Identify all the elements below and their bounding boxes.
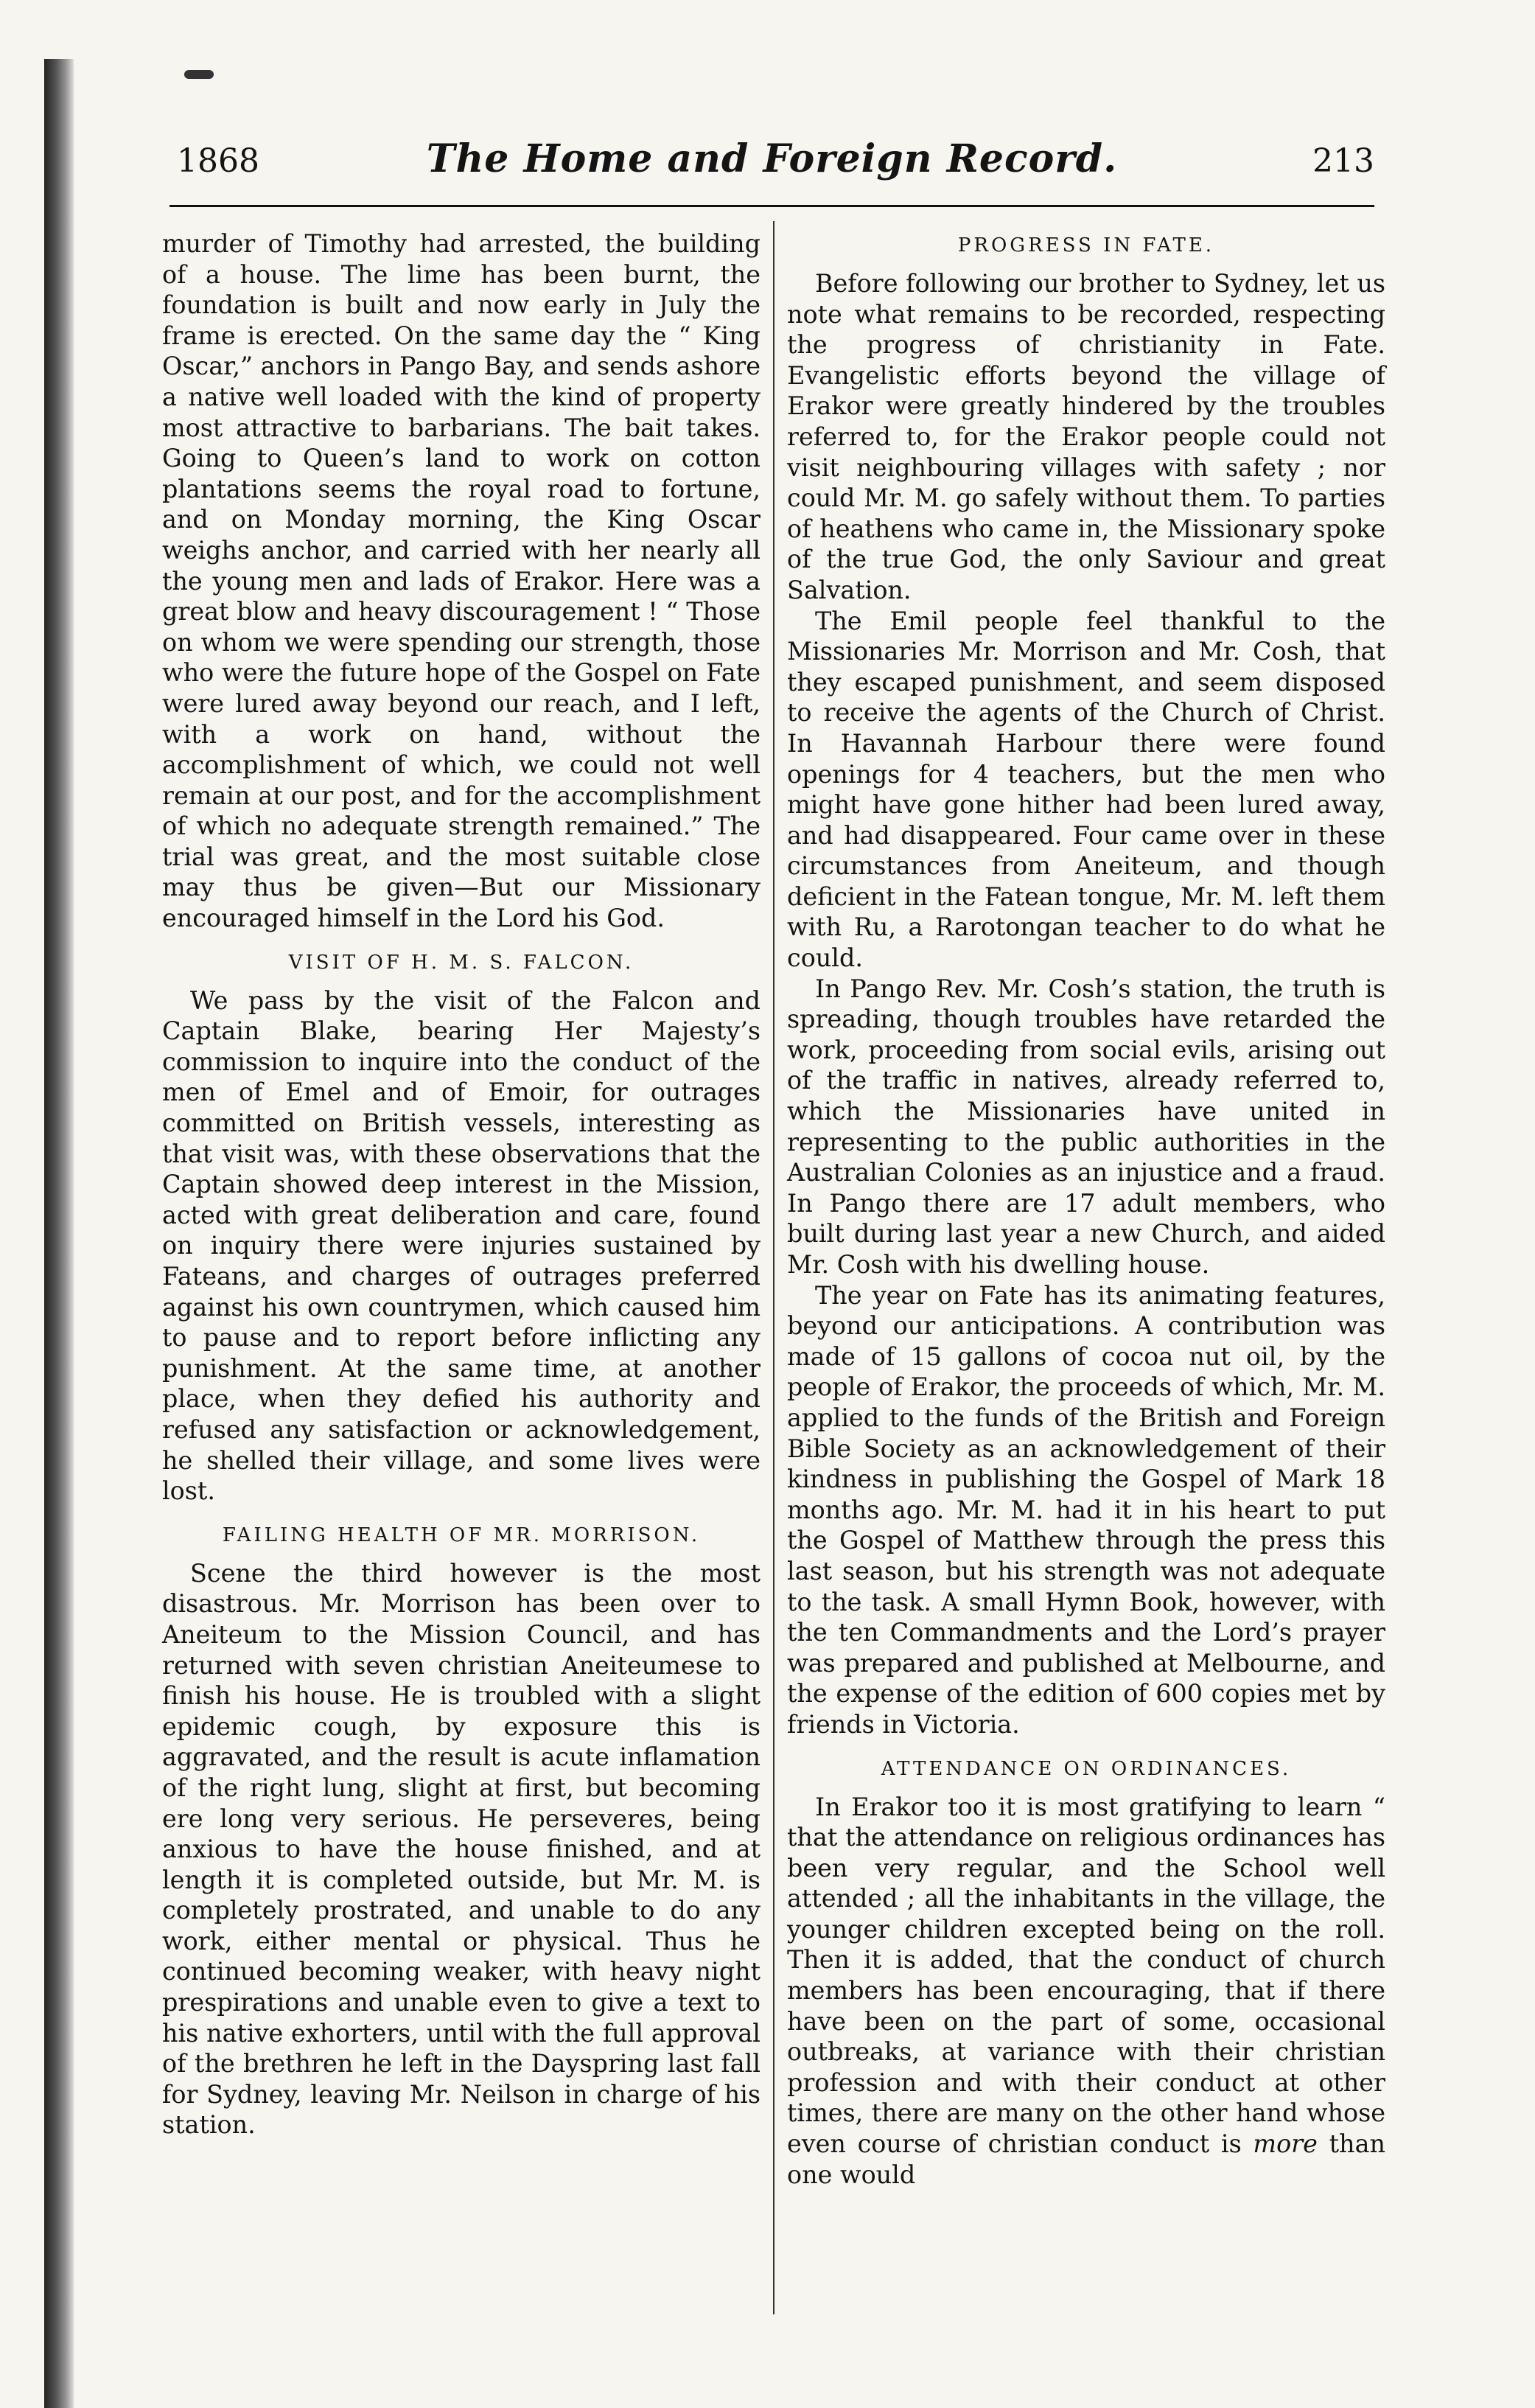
paragraph: We pass by the visit of the Falcon and Captain Blake, bearing Her Majesty’s commission to inquire into the conduct of the men of Emel and of Emoir, for outrages committed on British vessels, interesting as that visit was, with these observations that the Captain showed deep interest in the Mission, acted with great deliberation and care, found on inquiry there were injuries sustained by Fateans, and charges of outrages preferred against his own countrymen, which caused him to pause and to report before inflicting any punishment. At the same time, at another place, when they defied his authority and refused any satisfaction or acknowledgement, he shelled their village, and some lives were lost.	[162, 985, 760, 1506]
paragraph: murder of Timothy had arrested, the building of a house. The lime has been burnt, the foundation is built and now early in July the frame is erected. On the same day the “ King Oscar,” anchors in Pango Bay, and sends ashore a native well loaded with the kind of property most attractive to barbarians. The bait takes. Going to Queen’s land to work on cotton plantations seems the royal road to fortune, and on Monday morning, the King Oscar weighs anchor, and carried with her nearly all the young men and lads of Erakor. Here was a great blow and heavy discouragement ! “ Those on whom we were spending our strength, those who were the future hope of the Gospel on Fate were lured away beyond our reach, and I left, with a work on hand, without the accomplishment of which, we could not well remain at our post, and for the accomplishment of which no adequate strength remained.” The trial was great, and the most suitable close may thus be given—But our Missionary encouraged himself in the Lord his God.	[162, 229, 760, 933]
page-header	[169, 129, 1374, 195]
page-number: 213	[1312, 142, 1374, 180]
paragraph: The year on Fate has its animating features, beyond our anticipations. A contribution was made of 15 gallons of cocoa nut oil, by the people of Erakor, the proceeds of which, Mr. M. applied to the funds of the British and Foreign Bible Society as an acknowledgement of their kindness in publishing the Gospel of Mark 18 months ago. Mr. M. had it in his heart to put the Gospel of Matthew through the press this last season, but his strength was not adequate to the task. A small Hymn Book, however, with the ten Commandments and the Lord’s prayer was prepared and published at Melbourne, and the expense of the edition of 600 copies met by friends in Victoria.	[787, 1280, 1385, 1739]
section-heading-morrison-health: FAILING HEALTH OF MR. MORRISON.	[222, 1524, 701, 1546]
emphasis: more	[1253, 2129, 1318, 2159]
section-heading-attendance: ATTENDANCE ON ORDINANCES.	[881, 1757, 1292, 1780]
section-heading-falcon: VISIT OF H. M. S. FALCON.	[288, 951, 634, 974]
journal-title: The Home and Foreign Record.	[426, 136, 1118, 181]
paragraph: Before following our brother to Sydney, let us note what remains to be recorded, respecting the progress of christianity in Fate. Evangelistic efforts beyond the village of Erakor were greatly hindered by the troubles referred to, for the Erakor people could not visit neighbouring villages with safety ; nor could Mr. M. go safely without them. To parties of heathens who came in, the Missionary spoke of the true God, the only Saviour and great Salvation.	[787, 269, 1385, 604]
book-binding-edge	[44, 59, 74, 2408]
paragraph: The Emil people feel thankful to the Missionaries Mr. Morrison and Mr. Cosh, that they escaped punishment, and seem disposed to receive the agents of the Church of Christ. In Havannah Harbour there were found openings for 4 teachers, but the men who might have gone hither had been lured away, and had disappeared. Four came over in these circumstances from Aneiteum, and though deficient in the Fatean tongue, Mr. M. left them with Ru, a Rarotongan teacher to do what he could.	[787, 606, 1385, 973]
paragraph-text: In Erakor too it is most gratifying to learn “ that the attendance on religious ordinances has been very regular, and the School well attended ; all the inhabitants in the village, the younger children excepted being on the roll. Then it is added, that the conduct of church members has been encouraging, that if there have been on the part of some, occasional outbreaks, at variance with their christian profession and with their conduct at other times, there are many on the other hand whose even course of christian conduct is	[787, 1792, 1385, 2159]
right-column	[787, 228, 1385, 2190]
header-rule	[169, 205, 1374, 207]
paragraph: In Pango Rev. Mr. Cosh’s station, the truth is spreading, though troubles have retarded the work, proceeding from social evils, arising out of the traffic in natives, already referred to, which the Missionaries have united in representing to the public authorities in the Australian Colonies as an injustice and a fraud. In Pango there are 17 adult members, who built during last year a new Church, and aided Mr. Cosh with his dwelling house.	[787, 974, 1385, 1279]
left-column	[162, 228, 760, 2140]
column-divider	[773, 221, 775, 2314]
ink-mark	[184, 70, 214, 79]
header-year: 1868	[177, 142, 259, 180]
section-heading-progress: PROGRESS IN FATE.	[957, 234, 1215, 256]
paragraph	[787, 1792, 1385, 2191]
paragraph: Scene the third however is the most disastrous. Mr. Morrison has been over to Aneiteum to the Mission Council, and has returned with seven christian Aneiteumese to finish his house. He is troubled with a slight epidemic cough, by exposure this is aggravated, and the result is acute inflamation of the right lung, slight at first, but becoming ere long very serious. He perseveres, being anxious to have the house finished, and at length it is completed outside, but Mr. M. is completely prostrated, and unable to do any work, either mental or physical. Thus he continued becoming weaker, with heavy night prespirations and unable even to give a text to his native exhorters, until with the full approval of the brethren he left in the Dayspring last fall for Sydney, leaving Mr. Neilson in charge of his station.	[162, 1558, 760, 2140]
paragraph-text: than one would	[787, 2129, 1385, 2189]
